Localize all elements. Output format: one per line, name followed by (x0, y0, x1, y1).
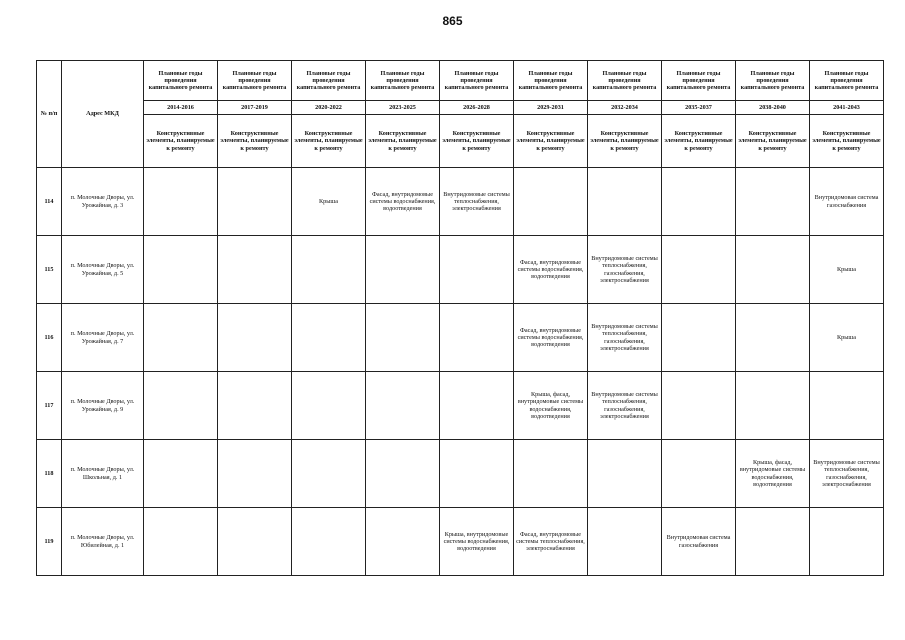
row-cell: Внутридомовая система газоснабжения (810, 168, 884, 236)
row-cell: Внутридомовые системы теплоснабжения, электроснабжения (440, 168, 514, 236)
header-years: 2026-2028 (440, 101, 514, 115)
row-cell (144, 304, 218, 372)
table-row (37, 508, 884, 576)
row-cell (588, 508, 662, 576)
header-address: Адрес МКД (62, 61, 144, 168)
header-elements: Конструктивные элементы, планируемые к ремонту (144, 115, 218, 168)
header-row-elements (37, 115, 884, 168)
row-cell (218, 440, 292, 508)
row-cell: Крыша (810, 304, 884, 372)
row-cell (218, 304, 292, 372)
row-cell (144, 372, 218, 440)
row-cell (218, 372, 292, 440)
header-period-title: Плановые годы проведения капитального ремонта (440, 61, 514, 101)
row-number: 115 (37, 236, 62, 304)
row-cell (218, 236, 292, 304)
header-period-title: Плановые годы проведения капитального ремонта (292, 61, 366, 101)
row-cell (440, 440, 514, 508)
header-elements: Конструктивные элементы, планируемые к ремонту (366, 115, 440, 168)
row-cell: Фасад, внутридомовые системы теплоснабжения, электроснабжения (514, 508, 588, 576)
row-cell: Фасад, внутридомовые системы водоснабжения, водоотведения (514, 236, 588, 304)
row-cell (218, 508, 292, 576)
row-number: 119 (37, 508, 62, 576)
header-years: 2038-2040 (736, 101, 810, 115)
header-elements: Конструктивные элементы, планируемые к ремонту (218, 115, 292, 168)
row-cell (736, 168, 810, 236)
header-row-years (37, 101, 884, 115)
row-cell (736, 508, 810, 576)
row-cell: Крыша, внутридомовые системы водоснабжения, водоотведения (440, 508, 514, 576)
header-elements: Конструктивные элементы, планируемые к ремонту (662, 115, 736, 168)
row-cell (514, 168, 588, 236)
row-cell: Крыша, фасад, внутридомовые системы водоснабжения, водоотведения (736, 440, 810, 508)
row-cell (292, 236, 366, 304)
row-cell (366, 236, 440, 304)
row-cell (662, 440, 736, 508)
row-cell (440, 372, 514, 440)
row-cell (144, 508, 218, 576)
table-row (37, 440, 884, 508)
row-cell (810, 508, 884, 576)
row-cell (144, 168, 218, 236)
header-period-title: Плановые годы проведения капитального ремонта (218, 61, 292, 101)
header-elements: Конструктивные элементы, планируемые к ремонту (514, 115, 588, 168)
row-cell (736, 372, 810, 440)
header-years: 2035-2037 (662, 101, 736, 115)
row-cell (366, 304, 440, 372)
row-number: 116 (37, 304, 62, 372)
row-cell: Внутридомовые системы теплоснабжения, газоснабжения, электроснабжения (588, 304, 662, 372)
header-number: № п/п (37, 61, 62, 168)
row-cell (588, 440, 662, 508)
row-cell (292, 508, 366, 576)
row-cell: Крыша, фасад, внутридомовые системы водоснабжения, водоотведения (514, 372, 588, 440)
row-address: п. Молочные Дворы, ул. Урожайная, д. 3 (62, 168, 144, 236)
row-cell (366, 508, 440, 576)
row-number: 114 (37, 168, 62, 236)
row-cell: Крыша (292, 168, 366, 236)
row-cell (292, 440, 366, 508)
header-period-title: Плановые годы проведения капитального ремонта (736, 61, 810, 101)
row-cell (736, 304, 810, 372)
header-elements: Конструктивные элементы, планируемые к ремонту (440, 115, 514, 168)
table-row (37, 236, 884, 304)
header-years: 2041-2043 (810, 101, 884, 115)
row-cell (292, 372, 366, 440)
row-address: п. Молочные Дворы, ул. Школьная, д. 1 (62, 440, 144, 508)
row-number: 117 (37, 372, 62, 440)
row-address: п. Молочные Дворы, ул. Урожайная, д. 7 (62, 304, 144, 372)
header-elements: Конструктивные элементы, планируемые к ремонту (292, 115, 366, 168)
row-cell: Крыша (810, 236, 884, 304)
row-cell (292, 304, 366, 372)
header-row-title (37, 61, 884, 101)
table-row (37, 372, 884, 440)
row-cell (736, 236, 810, 304)
page-number: 865 (442, 14, 463, 28)
table-row (37, 304, 884, 372)
row-address: п. Молочные Дворы, ул. Урожайная, д. 9 (62, 372, 144, 440)
row-cell (662, 168, 736, 236)
header-period-title: Плановые годы проведения капитального ремонта (366, 61, 440, 101)
header-years: 2020-2022 (292, 101, 366, 115)
header-period-title: Плановые годы проведения капитального ремонта (810, 61, 884, 101)
row-cell (440, 236, 514, 304)
row-address: п. Молочные Дворы, ул. Юбилейная, д. 1 (62, 508, 144, 576)
header-elements: Конструктивные элементы, планируемые к ремонту (810, 115, 884, 168)
header-years: 2017-2019 (218, 101, 292, 115)
row-cell (662, 372, 736, 440)
row-cell (662, 236, 736, 304)
row-cell (514, 440, 588, 508)
row-number: 118 (37, 440, 62, 508)
table-row (37, 168, 884, 236)
header-period-title: Плановые годы проведения капитального ремонта (514, 61, 588, 101)
row-cell (218, 168, 292, 236)
row-cell (662, 304, 736, 372)
capital-repair-table (36, 60, 884, 576)
row-cell: Фасад, внутридомовые системы водоснабжения, водоотведения (514, 304, 588, 372)
row-cell: Внутридомовые системы теплоснабжения, газоснабжения, электроснабжения (588, 372, 662, 440)
row-address: п. Молочные Дворы, ул. Урожайная, д. 5 (62, 236, 144, 304)
header-years: 2029-2031 (514, 101, 588, 115)
header-period-title: Плановые годы проведения капитального ремонта (662, 61, 736, 101)
header-years: 2023-2025 (366, 101, 440, 115)
row-cell: Внутридомовые системы теплоснабжения, газоснабжения, электроснабжения (588, 236, 662, 304)
row-cell: Внутридомовые системы теплоснабжения, газоснабжения, электроснабжения (810, 440, 884, 508)
row-cell (366, 440, 440, 508)
row-cell (144, 440, 218, 508)
header-years: 2032-2034 (588, 101, 662, 115)
row-cell (440, 304, 514, 372)
header-period-title: Плановые годы проведения капитального ремонта (588, 61, 662, 101)
row-cell (810, 372, 884, 440)
row-cell: Внутридомовая система газоснабжения (662, 508, 736, 576)
header-period-title: Плановые годы проведения капитального ремонта (144, 61, 218, 101)
row-cell (366, 372, 440, 440)
row-cell (144, 236, 218, 304)
header-elements: Конструктивные элементы, планируемые к ремонту (736, 115, 810, 168)
header-elements: Конструктивные элементы, планируемые к ремонту (588, 115, 662, 168)
row-cell: Фасад, внутридомовые системы водоснабжения, водоотведения (366, 168, 440, 236)
row-cell (588, 168, 662, 236)
header-years: 2014-2016 (144, 101, 218, 115)
